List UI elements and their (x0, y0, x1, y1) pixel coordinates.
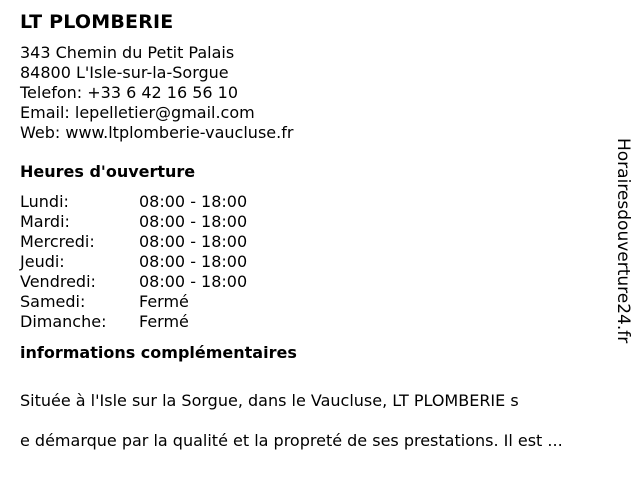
info-line: Située à l'Isle sur la Sorgue, dans le Vaucluse, LT PLOMBERIE s (20, 391, 519, 410)
website-line: Web: www.ltplomberie-vaucluse.fr (20, 123, 294, 142)
day-label: Jeudi: (20, 252, 65, 271)
address-street: 343 Chemin du Petit Palais (20, 43, 235, 62)
hours-value: 08:00 - 18:00 (139, 232, 248, 251)
hours-value: 08:00 - 18:00 (139, 192, 248, 211)
hours-value: Fermé (139, 312, 189, 331)
day-label: Lundi: (20, 192, 69, 211)
email-line: Email: lepelletier@gmail.com (20, 103, 255, 122)
info-line: e démarque par la qualité et la propreté de ses prestations. Il est ... (20, 431, 563, 450)
additional-info-title: informations complémentaires (20, 343, 297, 362)
hours-value: 08:00 - 18:00 (139, 212, 248, 231)
site-watermark: Horairesdouverture24.fr (613, 138, 633, 344)
additional-info-text (20, 371, 620, 471)
business-name: LT PLOMBERIE (20, 11, 174, 33)
day-label: Dimanche: (20, 312, 107, 331)
hours-row-friday (20, 272, 610, 292)
hours-value: 08:00 - 18:00 (139, 272, 248, 291)
hours-row-monday (20, 192, 610, 212)
hours-row-saturday (20, 292, 610, 312)
opening-hours-title: Heures d'ouverture (20, 162, 196, 181)
contact-block (20, 43, 610, 143)
day-label: Mercredi: (20, 232, 95, 251)
hours-value: 08:00 - 18:00 (139, 252, 248, 271)
business-card (20, 10, 610, 471)
hours-row-thursday (20, 252, 610, 272)
phone-line: Telefon: +33 6 42 16 56 10 (20, 83, 239, 102)
day-label: Mardi: (20, 212, 70, 231)
day-label: Vendredi: (20, 272, 96, 291)
hours-value: Fermé (139, 292, 189, 311)
hours-row-wednesday (20, 232, 610, 252)
day-label: Samedi: (20, 292, 86, 311)
hours-row-tuesday (20, 212, 610, 232)
hours-row-sunday (20, 312, 610, 332)
opening-hours-table (20, 192, 610, 332)
address-city: 84800 L'Isle-sur-la-Sorgue (20, 63, 229, 82)
